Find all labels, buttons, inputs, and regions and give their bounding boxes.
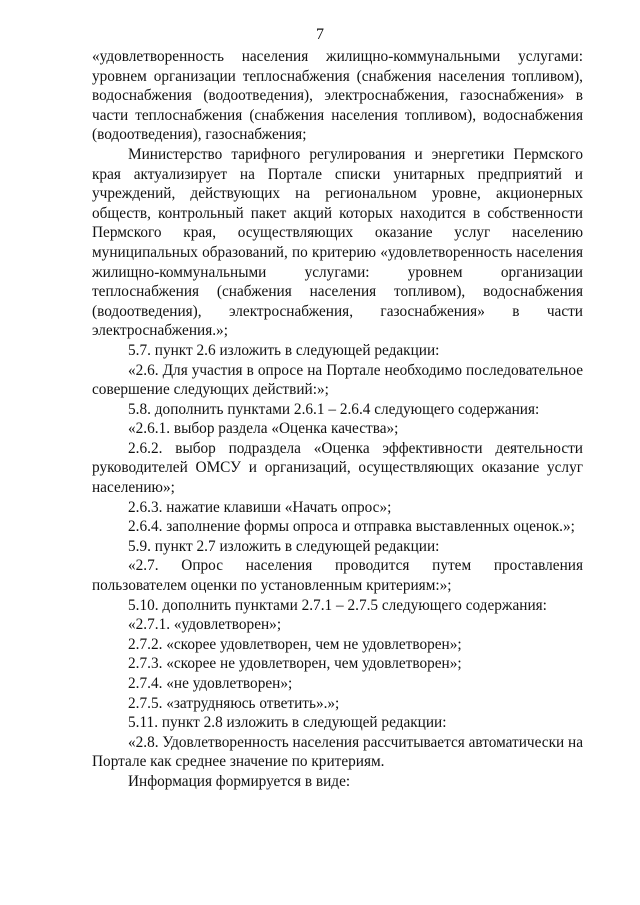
paragraph-item-2-6-4: 2.6.4. заполнение формы опроса и отправка выставленных оценок.»; bbox=[128, 518, 575, 536]
paragraph-item-2-7-1: «2.7.1. «удовлетворен»; bbox=[128, 616, 282, 634]
paragraph-item-5-8: 5.8. дополнить пунктами 2.6.1 – 2.6.4 следующего содержания: bbox=[128, 400, 540, 418]
paragraph-item-2-6-2: 2.6.2. выбор подраздела «Оценка эффективности деятельности руководителей ОМСУ и организаций, осуществляющих оказание услуг населению»; bbox=[92, 439, 583, 497]
paragraph-ministry-actualizes: Министерство тарифного регулирования и энергетики Пермского края актуализирует на Портале списки унитарных предприятий и учреждений, действующих на региональном уровне, акционерных обществ, контрольный пакет акций которых находится в собственности Пермского края, осуществляющих оказание услуг населению муниципальных образований, по критерию «удовлетворенность населения жилищно-коммунальными услугами: уровнем организации теплоснабжения (снабжения населения топливом), водоснабжения (водоотведения), электроснабжения, газоснабжения» в части электроснабжения.»; bbox=[92, 145, 583, 340]
paragraph-item-5-7: 5.7. пункт 2.6 изложить в следующей редакции: bbox=[128, 341, 440, 359]
paragraph-item-5-10: 5.10. дополнить пунктами 2.7.1 – 2.7.5 следующего содержания: bbox=[128, 596, 547, 614]
paragraph-item-5-9: 5.9. пункт 2.7 изложить в следующей редакции: bbox=[128, 537, 440, 555]
paragraph-item-2-7-4: 2.7.4. «не удовлетворен»; bbox=[128, 675, 293, 692]
paragraph-information-format: Информация формируется в виде: bbox=[128, 772, 351, 790]
paragraph-item-5-11: 5.11. пункт 2.8 изложить в следующей редакции: bbox=[128, 714, 447, 732]
paragraph-item-2-7-5: 2.7.5. «затрудняюсь ответить».»; bbox=[128, 694, 340, 712]
paragraph-item-2-7-2: 2.7.2. «скорее удовлетворен, чем не удовлетворен»; bbox=[128, 635, 462, 653]
paragraph-item-2-7-3: 2.7.3. «скорее не удовлетворен, чем удовлетворен»; bbox=[128, 655, 462, 673]
page-number: 7 bbox=[316, 26, 324, 43]
paragraph-item-2-8: «2.8. Удовлетворенность населения рассчитывается автоматически на Портале как среднее значение по критериям. bbox=[92, 733, 583, 771]
paragraph-item-2-7: «2.7. Опрос населения проводится путем проставления пользователем оценки по установленным критериям:»; bbox=[92, 557, 583, 595]
paragraph-criterion-continuation: «удовлетворенность населения жилищно-коммунальными услугами: уровнем организации теплоснабжения (снабжения населения топливом), водоснабжения (водоотведения), электроснабжения, газоснабжения» в части теплоснабжения (снабжения населения топливом), водоснабжения (водоотведения), газоснабжения; bbox=[92, 48, 583, 144]
paragraph-item-2-6-3: 2.6.3. нажатие клавиши «Начать опрос»; bbox=[128, 498, 392, 516]
document-body bbox=[92, 47, 583, 792]
paragraph-item-2-6: «2.6. Для участия в опросе на Портале необходимо последовательное совершение следующих действий:»; bbox=[92, 361, 583, 399]
paragraph-item-2-6-1: «2.6.1. выбор раздела «Оценка качества»; bbox=[128, 420, 399, 438]
